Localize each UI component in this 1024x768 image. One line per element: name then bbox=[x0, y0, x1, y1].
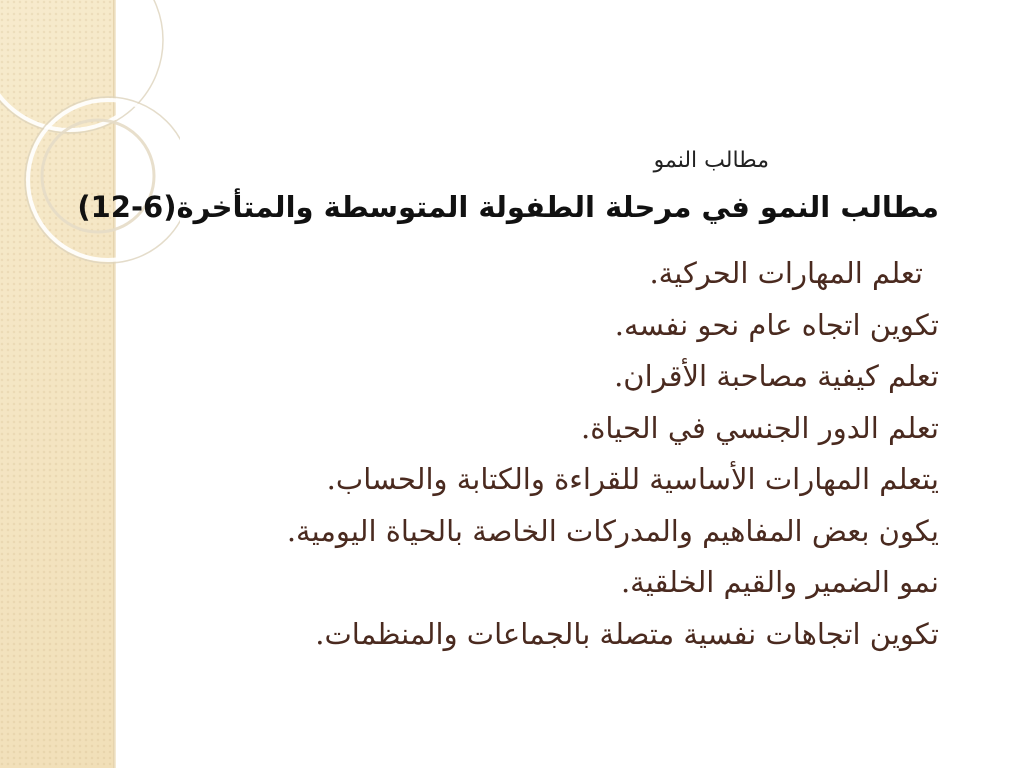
ring-large-top bbox=[0, 0, 160, 130]
list-item: نمو الضمير والقيم الخلقية. bbox=[620, 565, 939, 599]
decorative-rings-icon bbox=[0, 0, 180, 330]
list-item: تعلم المهارات الحركية. bbox=[649, 256, 923, 290]
list-item: يكون بعض المفاهيم والمدركات الخاصة بالحياة اليومية. bbox=[286, 513, 939, 548]
slide-title: مطالب النمو في مرحلة الطفولة المتوسطة والمتأخرة(6-12) bbox=[77, 190, 939, 224]
list-item: تكوين اتجاهات نفسية متصلة بالجماعات والمنظمات. bbox=[315, 616, 939, 651]
list-item: تعلم كيفية مصاحبة الأقران. bbox=[614, 359, 939, 393]
list-item: تعلم الدور الجنسي في الحياة. bbox=[580, 410, 939, 445]
ring-large-top-shade bbox=[0, 0, 163, 133]
list-item: تكوين اتجاه عام نحو نفسه. bbox=[614, 307, 939, 342]
list-item: يتعلم المهارات الأساسية للقراءة والكتابة والحساب. bbox=[326, 462, 939, 496]
bullet-list bbox=[287, 248, 939, 660]
slide-subtitle: مطالب النمو bbox=[653, 148, 769, 173]
